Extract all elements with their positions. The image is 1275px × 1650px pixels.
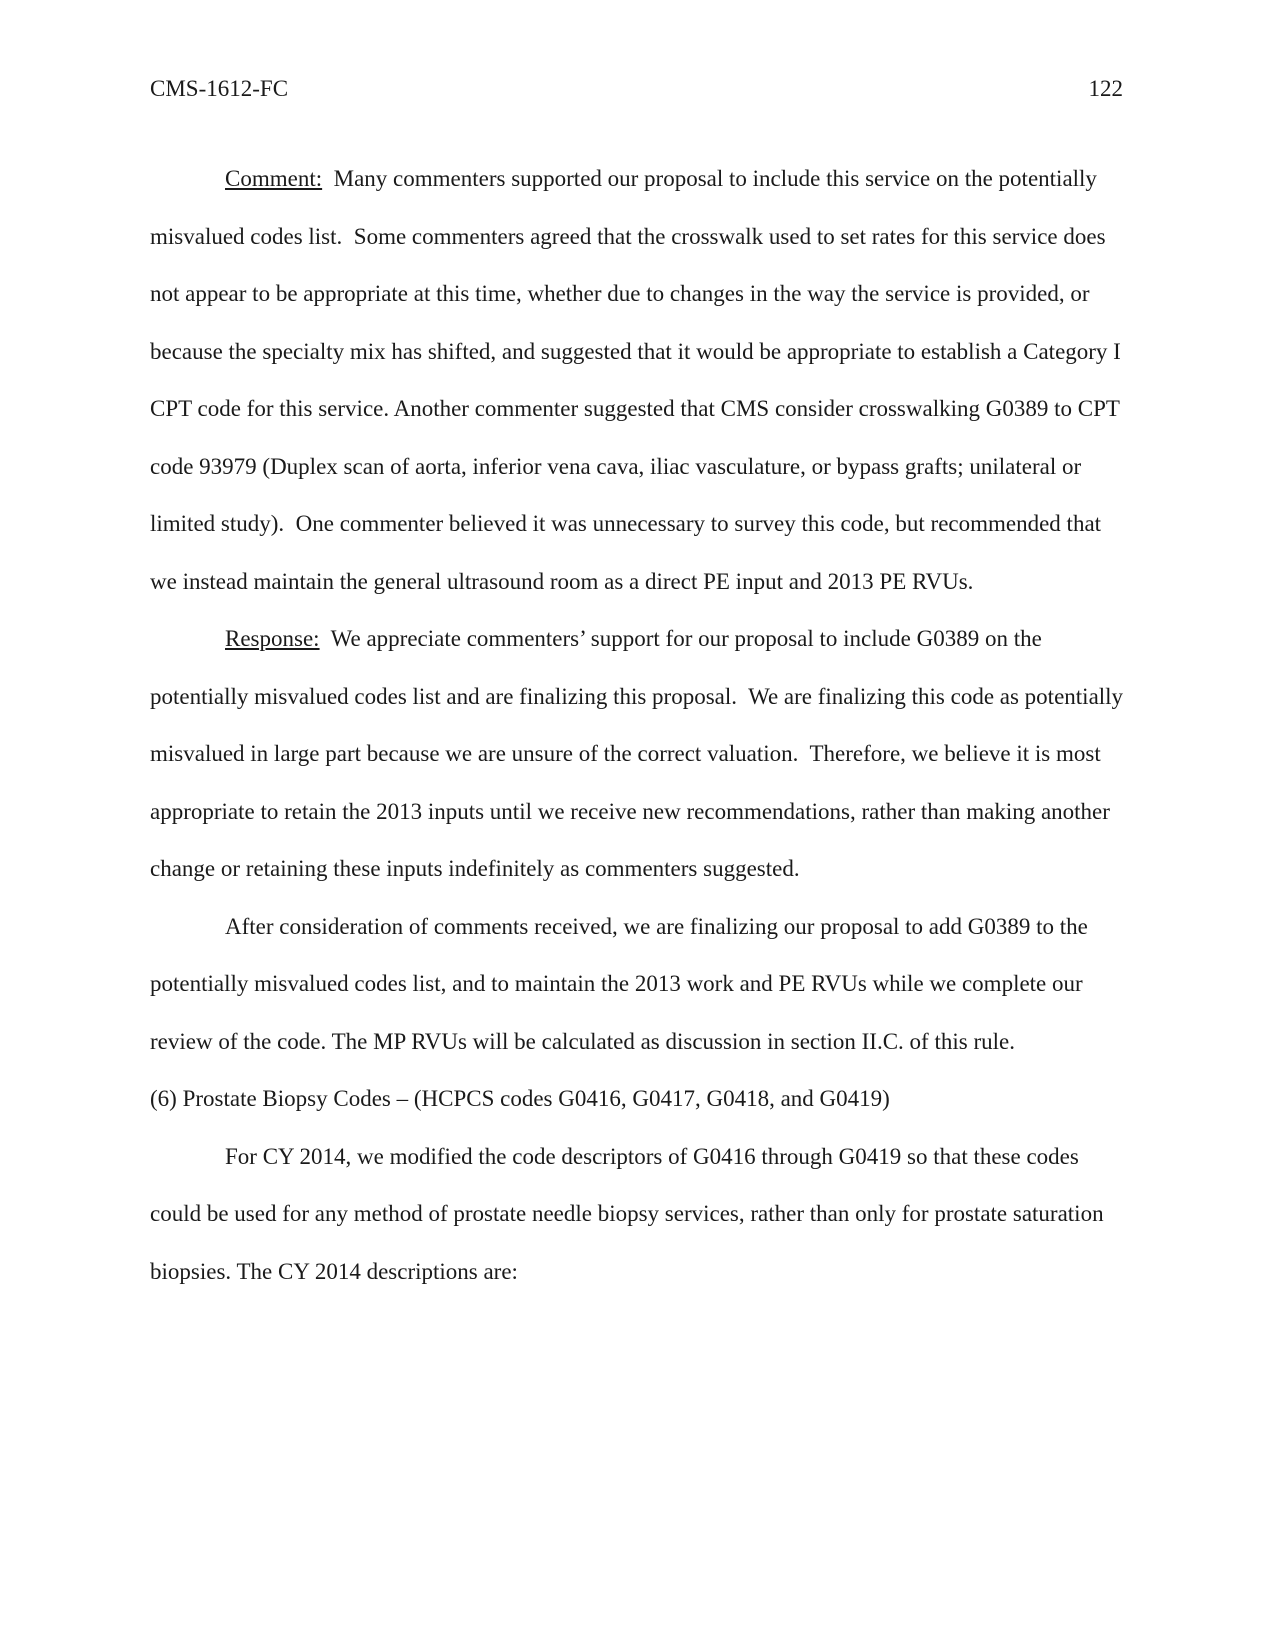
section-heading: (6) Prostate Biopsy Codes – (HCPCS codes G0416, G0417, G0418, and G0419): [150, 1086, 890, 1111]
page-number: 122: [1088, 76, 1123, 101]
comment-paragraph: [150, 150, 1125, 610]
response-text: We appreciate commenters’ support for our proposal to include G0389 on the potentially misvalued codes list and are finalizing this proposal. We are finalizing this code as potentially misvalued in large part because we are unsure of the correct valuation. Therefore, we believe it is most appropriate to retain the 2013 inputs until we receive new recommendations, rather than making another change or retaining these inputs indefinitely as commenters suggested.: [150, 626, 1129, 881]
conclusion-paragraph: After consideration of comments received, we are finalizing our proposal to add G0389 to the potentially misvalued codes list, and to maintain the 2013 work and PE RVUs while we complete our review of the code. The MP RVUs will be calculated as discussion in section II.C. of this rule.: [150, 913, 1088, 1054]
response-lead: Response:: [225, 626, 320, 651]
comment-lead: Comment:: [225, 166, 323, 191]
comment-text: Many commenters supported our proposal to include this service on the potentially misvalued codes list. Some commenters agreed that the crosswalk used to set rates for this service does not appear to be appropriate at this time, whether due to changes in the way the service is provided, or because the specialty mix has shifted, and suggested that it would be appropriate to establish a Category I CPT code for this service. Another commenter suggested that CMS consider crosswalking G0389 to CPT code 93979 (Duplex scan of aorta, inferior vena cava, iliac vasculature, or bypass grafts; unilateral or limited study). One commenter believed it was unnecessary to survey this code, but recommended that we instead maintain the general ultrasound room as a direct PE input and 2013 PE RVUs.: [150, 166, 1127, 594]
intro-paragraph: For CY 2014, we modified the code descriptors of G0416 through G0419 so that these codes could be used for any method of prostate needle biopsy services, rather than only for prostate saturation biopsies. The CY 2014 descriptions are:: [150, 1143, 1104, 1284]
page-header: [150, 74, 1123, 104]
body-text: [150, 150, 1129, 1300]
document-id: CMS-1612-FC: [150, 76, 289, 101]
response-paragraph: [150, 610, 1129, 898]
